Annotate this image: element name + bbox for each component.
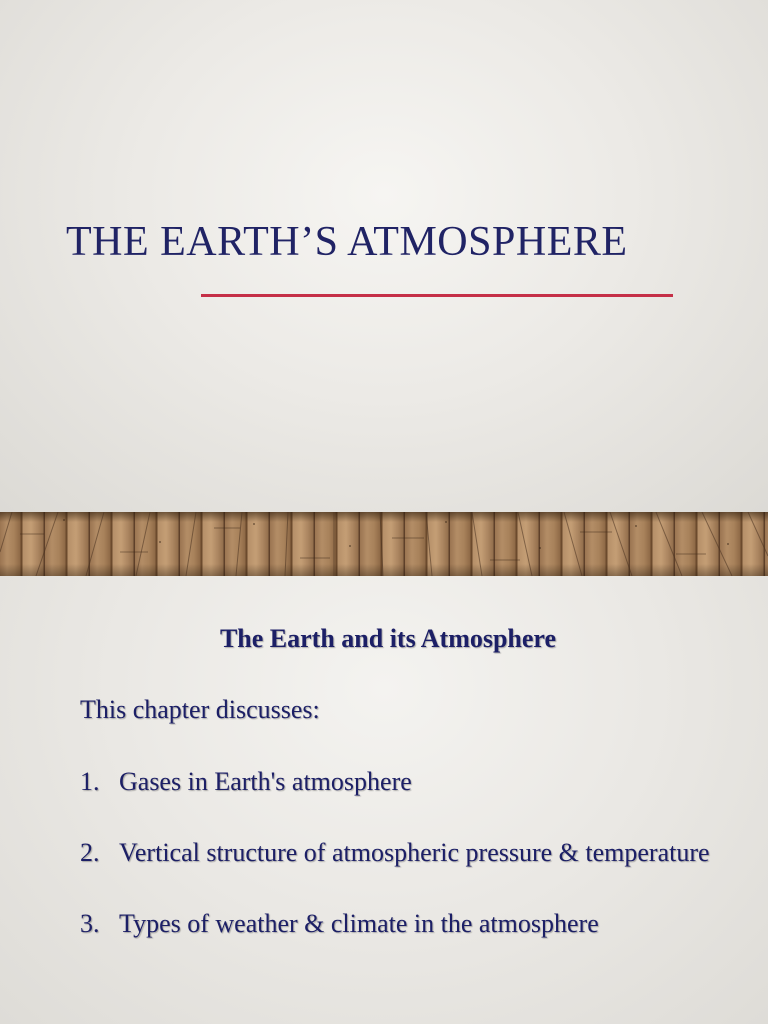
list-item-number: 1. xyxy=(80,767,100,796)
content-heading: The Earth and its Atmosphere xyxy=(219,624,557,653)
list-item-text: Vertical structure of atmospheric pressure & temperature xyxy=(119,838,710,867)
content-slide xyxy=(0,576,768,1024)
list-item xyxy=(80,765,740,799)
wooden-floor-divider xyxy=(0,512,768,576)
topics-list xyxy=(80,765,740,978)
content-intro: This chapter discusses: xyxy=(80,695,320,724)
list-item-number: 3. xyxy=(80,909,100,938)
list-item-number: 2. xyxy=(80,838,100,867)
list-item-text: Gases in Earth's atmosphere xyxy=(119,767,412,796)
list-item xyxy=(80,907,740,941)
list-item xyxy=(80,836,740,870)
list-item-text: Types of weather & climate in the atmosphere xyxy=(119,909,599,938)
slide-title: THE EARTH’S ATMOSPHERE xyxy=(66,219,628,265)
floor-planks-graphic xyxy=(0,512,768,576)
title-underline xyxy=(201,294,673,297)
